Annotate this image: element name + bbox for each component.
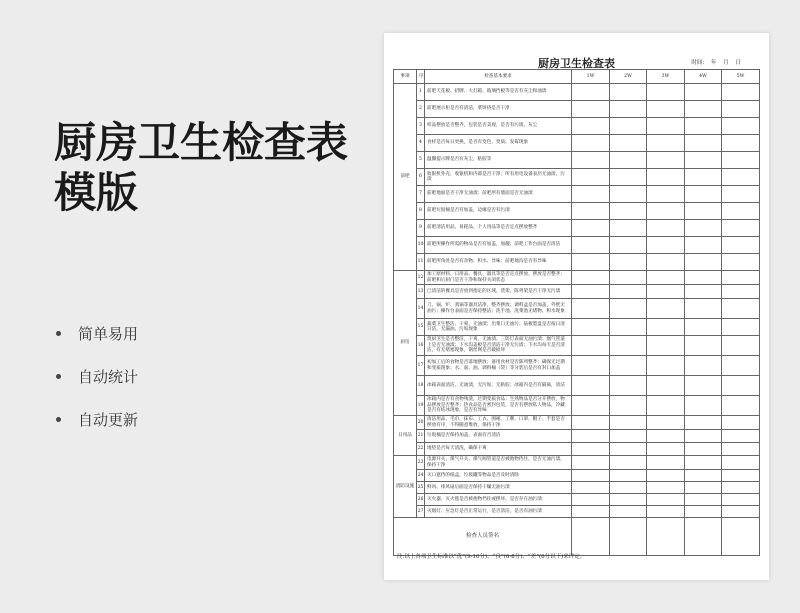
- table-row: [394, 135, 760, 152]
- score-cell[interactable]: [647, 118, 685, 135]
- signature-cell[interactable]: [610, 518, 647, 556]
- score-cell[interactable]: [610, 186, 647, 203]
- score-cell[interactable]: [722, 336, 760, 356]
- category-cell: 消防设施: [394, 456, 417, 518]
- score-cell[interactable]: [610, 203, 647, 220]
- score-cell[interactable]: [685, 336, 722, 356]
- header-week: 5W: [722, 70, 760, 84]
- score-cell[interactable]: [722, 470, 760, 482]
- table-body: [394, 84, 760, 556]
- table-row: [394, 237, 760, 254]
- feature-label: 自动更新: [78, 411, 139, 429]
- score-cell[interactable]: [572, 494, 610, 506]
- table-row: [394, 456, 760, 470]
- requirement-cell: 刀、锅、炉、蒸锅等器具洁净，整齐摆放；调料盒是否加盖，外壁无油污；操作台表面是否保持整洁；洗手池、洗菜池无堵物、积水现象: [425, 299, 572, 319]
- score-cell[interactable]: [572, 319, 610, 336]
- score-cell[interactable]: [685, 482, 722, 494]
- score-cell[interactable]: [685, 203, 722, 220]
- score-cell[interactable]: [572, 430, 610, 443]
- score-cell[interactable]: [647, 416, 685, 430]
- score-cell[interactable]: [647, 220, 685, 237]
- table-row: [394, 285, 760, 299]
- score-cell[interactable]: [610, 152, 647, 169]
- seq-cell: 7: [417, 186, 425, 203]
- score-cell[interactable]: [722, 271, 760, 285]
- header-week: 2W: [610, 70, 647, 84]
- seq-cell: 27: [417, 506, 425, 518]
- score-cell[interactable]: [647, 299, 685, 319]
- table-row: [394, 169, 760, 186]
- score-cell[interactable]: [685, 135, 722, 152]
- checklist-sheet: [384, 33, 769, 580]
- table-row: [394, 443, 760, 456]
- table-row: [394, 494, 760, 506]
- score-cell[interactable]: [685, 271, 722, 285]
- requirement-cell: 加工原材料、日用品、餐具、器具等是否定点摆放，摆放是否整齐；前吧和后厨门是否干净和保持关闭状态: [425, 271, 572, 285]
- score-cell[interactable]: [572, 169, 610, 186]
- requirement-cell: 初加工后的食物是否落地摆放；备用食材是否陈列整齐；确保无过期和变质现象；水、面、油、调料桶（袋）等分装后是否有封口加盖: [425, 356, 572, 376]
- score-cell[interactable]: [685, 299, 722, 319]
- table-row: [394, 356, 760, 376]
- score-cell[interactable]: [610, 376, 647, 396]
- seq-cell: 21: [417, 430, 425, 443]
- bullet-icon: [56, 374, 61, 379]
- category-cell: 前吧: [394, 84, 417, 271]
- signature-cell[interactable]: [685, 518, 722, 556]
- score-cell[interactable]: [647, 376, 685, 396]
- score-cell[interactable]: [572, 506, 610, 518]
- score-cell[interactable]: [722, 443, 760, 456]
- seq-cell: 15: [417, 319, 425, 336]
- score-cell[interactable]: [722, 254, 760, 271]
- promo-title: [54, 118, 364, 218]
- score-cell[interactable]: [722, 135, 760, 152]
- score-cell[interactable]: [722, 416, 760, 430]
- score-cell[interactable]: [610, 443, 647, 456]
- score-cell[interactable]: [610, 416, 647, 430]
- requirement-cell: 电源开关、煤气开关、煤气阀管道是否被他物挡住，是否无油污渍，保持干净: [425, 456, 572, 470]
- time-label: 时间: 年 月 日: [691, 60, 741, 66]
- score-cell[interactable]: [722, 319, 760, 336]
- score-cell[interactable]: [610, 220, 647, 237]
- score-cell[interactable]: [685, 101, 722, 118]
- feature-label: 简单易用: [78, 325, 139, 343]
- score-cell[interactable]: [610, 169, 647, 186]
- requirement-cell: 地垫是否每天清洗，确保干爽: [425, 443, 572, 456]
- table-row: [394, 101, 760, 118]
- score-cell[interactable]: [610, 118, 647, 135]
- signature-cell[interactable]: [722, 518, 760, 556]
- bullet-icon: [56, 331, 61, 336]
- score-cell[interactable]: [647, 101, 685, 118]
- table-row: [394, 118, 760, 135]
- score-cell[interactable]: [722, 494, 760, 506]
- score-cell[interactable]: [685, 169, 722, 186]
- score-cell[interactable]: [610, 396, 647, 416]
- table-row: [394, 470, 760, 482]
- table-row: [394, 506, 760, 518]
- table-row: [394, 152, 760, 169]
- seq-cell: 5: [417, 152, 425, 169]
- signature-label: 检查人员签名: [394, 518, 572, 556]
- requirement-cell: 蔬菜卫生整洁、干爽、无油渍；出菜口无油污；砧板墨盘是否按日清日洁，无漏油、污垢现象: [425, 319, 572, 336]
- score-cell[interactable]: [722, 101, 760, 118]
- bullet-icon: [56, 417, 61, 422]
- score-cell[interactable]: [610, 101, 647, 118]
- requirement-cell: 前吧天花板、招牌、大灯箱、玻璃挡板等是否有灰尘和油渍: [425, 84, 572, 101]
- score-cell[interactable]: [647, 84, 685, 101]
- seq-cell: 14: [417, 299, 425, 319]
- category-cell: 日用品: [394, 416, 417, 456]
- feature-item: [56, 312, 138, 355]
- requirement-cell: 前吧垃圾桶是否有加盖，边缘是否有污渍: [425, 203, 572, 220]
- table-row: [394, 416, 760, 430]
- table-row: [394, 186, 760, 203]
- signature-cell[interactable]: [647, 518, 685, 556]
- score-cell[interactable]: [722, 456, 760, 470]
- score-cell[interactable]: [685, 237, 722, 254]
- score-cell[interactable]: [572, 456, 610, 470]
- score-cell[interactable]: [647, 135, 685, 152]
- score-cell[interactable]: [722, 299, 760, 319]
- signature-row: [394, 518, 760, 556]
- score-cell[interactable]: [722, 118, 760, 135]
- requirement-cell: 灭口遮挡的纸盒，垃圾罐等物品是否及时清除: [425, 470, 572, 482]
- seq-cell: 12: [417, 271, 425, 285]
- score-cell[interactable]: [647, 336, 685, 356]
- table-row: [394, 376, 760, 396]
- score-cell[interactable]: [572, 396, 610, 416]
- score-cell[interactable]: [685, 186, 722, 203]
- table-row: [394, 254, 760, 271]
- score-cell[interactable]: [647, 237, 685, 254]
- seq-cell: 24: [417, 470, 425, 482]
- header-seq: 序: [417, 70, 425, 84]
- score-cell[interactable]: [685, 118, 722, 135]
- table-row: [394, 84, 760, 101]
- score-cell[interactable]: [722, 84, 760, 101]
- score-cell[interactable]: [610, 285, 647, 299]
- header-requirement: 检查基本要求: [425, 70, 572, 84]
- score-cell[interactable]: [722, 430, 760, 443]
- seq-cell: 8: [417, 203, 425, 220]
- sheet-title: 厨房卫生检查表: [538, 57, 615, 70]
- score-cell[interactable]: [610, 336, 647, 356]
- requirement-cell: 收银机外壳、收银机和内部是否干净；所有用电设备表层无油渍、污渍: [425, 169, 572, 186]
- seq-cell: 19: [417, 396, 425, 416]
- score-cell[interactable]: [647, 152, 685, 169]
- score-cell[interactable]: [572, 186, 610, 203]
- score-cell[interactable]: [610, 271, 647, 285]
- table-row: [394, 203, 760, 220]
- seq-cell: 22: [417, 443, 425, 456]
- score-cell[interactable]: [572, 336, 610, 356]
- score-cell[interactable]: [685, 456, 722, 470]
- table-row: [394, 271, 760, 285]
- score-cell[interactable]: [572, 220, 610, 237]
- score-cell[interactable]: [685, 152, 722, 169]
- seq-cell: 6: [417, 169, 425, 186]
- score-cell[interactable]: [572, 470, 610, 482]
- score-cell[interactable]: [722, 203, 760, 220]
- checklist-table: [393, 69, 760, 556]
- table-row: [394, 319, 760, 336]
- score-cell[interactable]: [572, 152, 610, 169]
- score-cell[interactable]: [647, 430, 685, 443]
- grading-note: 注:以上各项卫生标准以“优”(9-10分)、“良”(6-8分)、“差”(6分以下)来评定。: [397, 554, 586, 560]
- score-cell[interactable]: [685, 376, 722, 396]
- table-row: [394, 430, 760, 443]
- feature-list: [56, 312, 138, 441]
- score-cell[interactable]: [572, 203, 610, 220]
- score-cell[interactable]: [610, 430, 647, 443]
- score-cell[interactable]: [685, 470, 722, 482]
- seq-cell: 2: [417, 101, 425, 118]
- score-cell[interactable]: [572, 237, 610, 254]
- score-cell[interactable]: [647, 186, 685, 203]
- seq-cell: 18: [417, 376, 425, 396]
- score-cell[interactable]: [647, 285, 685, 299]
- score-cell[interactable]: [647, 271, 685, 285]
- score-cell[interactable]: [610, 299, 647, 319]
- score-cell[interactable]: [722, 396, 760, 416]
- score-cell[interactable]: [685, 220, 722, 237]
- header-week: 4W: [685, 70, 722, 84]
- requirement-cell: 垃圾桶是否保持加盖，表面有否清洁: [425, 430, 572, 443]
- score-cell[interactable]: [647, 456, 685, 470]
- score-cell[interactable]: [685, 416, 722, 430]
- score-cell[interactable]: [647, 254, 685, 271]
- score-cell[interactable]: [610, 356, 647, 376]
- score-cell[interactable]: [685, 430, 722, 443]
- requirement-cell: 灭烟灯、应急灯是否正常运行，是否清洁，是否有油污渍: [425, 506, 572, 518]
- seq-cell: 25: [417, 482, 425, 494]
- score-cell[interactable]: [722, 220, 760, 237]
- score-cell[interactable]: [685, 285, 722, 299]
- score-cell[interactable]: [572, 285, 610, 299]
- score-cell[interactable]: [722, 186, 760, 203]
- score-cell[interactable]: [722, 237, 760, 254]
- score-cell[interactable]: [610, 84, 647, 101]
- requirement-cell: 冰箱表面清洁，无油渍，无污垢，无粘胶；冰箱内是否有隔离，清洁: [425, 376, 572, 396]
- score-cell[interactable]: [572, 118, 610, 135]
- requirement-cell: 冰箱内是否有食物残渣，过期变质食品；生熟物品是否分开摆放，物品摆放是否整齐；热食品是否密封包装，是否有摆放私人物品，冷藏是否有结冰现象，是否有异味: [425, 396, 572, 416]
- requirement-cell: 鲜风、排风扇后面是否保持干燥无油污渍: [425, 482, 572, 494]
- seq-cell: 4: [417, 135, 425, 152]
- promo-title-line1: 厨房卫生检查表: [54, 118, 349, 167]
- score-cell[interactable]: [685, 356, 722, 376]
- score-cell[interactable]: [572, 443, 610, 456]
- score-cell[interactable]: [572, 299, 610, 319]
- score-cell[interactable]: [685, 319, 722, 336]
- score-cell[interactable]: [647, 443, 685, 456]
- score-cell[interactable]: [610, 482, 647, 494]
- score-cell[interactable]: [610, 319, 647, 336]
- seq-cell: 23: [417, 456, 425, 470]
- score-cell[interactable]: [722, 169, 760, 186]
- header-week: 1W: [572, 70, 610, 84]
- feature-item: [56, 398, 138, 441]
- feature-label: 自动统计: [78, 368, 139, 386]
- requirement-cell: 烧厨卫生是否整洁，干爽，无油渍；三防灯表面无油污渍；烟气管道上是否无油渍；下水沟盖板是否清洁干净无污渍；下水沟每天是否清洁，有无堵塞现象，钢丝网是否破损坏: [425, 336, 572, 356]
- score-cell[interactable]: [722, 356, 760, 376]
- requirement-cell: 前吧地面是否干净无油渍；前吧所有墙面是否无油渍: [425, 186, 572, 203]
- seq-cell: 17: [417, 356, 425, 376]
- requirement-cell: 前吧展示柜是否有清洁，菜饼挤是否干净: [425, 101, 572, 118]
- score-cell[interactable]: [572, 416, 610, 430]
- score-cell[interactable]: [647, 396, 685, 416]
- score-cell[interactable]: [610, 494, 647, 506]
- score-cell[interactable]: [647, 482, 685, 494]
- score-cell[interactable]: [610, 470, 647, 482]
- table-row: [394, 299, 760, 319]
- score-cell[interactable]: [647, 319, 685, 336]
- seq-cell: 13: [417, 285, 425, 299]
- seq-cell: 26: [417, 494, 425, 506]
- seq-cell: 11: [417, 254, 425, 271]
- requirement-cell: 温馨提示牌是否有灰尘，粘胶等: [425, 152, 572, 169]
- seq-cell: 20: [417, 416, 425, 430]
- score-cell[interactable]: [572, 356, 610, 376]
- score-cell[interactable]: [610, 254, 647, 271]
- score-cell[interactable]: [572, 482, 610, 494]
- seq-cell: 3: [417, 118, 425, 135]
- score-cell[interactable]: [722, 506, 760, 518]
- seq-cell: 1: [417, 84, 425, 101]
- header-week: 3W: [647, 70, 685, 84]
- score-cell[interactable]: [722, 376, 760, 396]
- score-cell[interactable]: [610, 135, 647, 152]
- requirement-cell: 前吧清洁用品、易耗品、个人用品等是否定点摆放整齐: [425, 220, 572, 237]
- category-cell: 厨房: [394, 271, 417, 416]
- score-cell[interactable]: [685, 494, 722, 506]
- requirement-cell: 前吧所操作所需的物品是否有加盖，加靓；前吧工作台面是否清洁: [425, 237, 572, 254]
- requirement-cell: 灭火器、灭火毯是否被他物挡住或摆坏，是否存在油污渍: [425, 494, 572, 506]
- requirement-cell: 已清洁的餐具是否放到指定的区域，货架、陈列架是否干净无污渍: [425, 285, 572, 299]
- requirement-cell: 样品摆放是否整齐，包装是否美观，是否有污渍、灰尘: [425, 118, 572, 135]
- table-row: [394, 336, 760, 356]
- score-cell[interactable]: [647, 356, 685, 376]
- score-cell[interactable]: [572, 254, 610, 271]
- signature-cell[interactable]: [572, 518, 610, 556]
- score-cell[interactable]: [610, 506, 647, 518]
- score-cell[interactable]: [722, 285, 760, 299]
- score-cell[interactable]: [647, 169, 685, 186]
- score-cell[interactable]: [685, 254, 722, 271]
- score-cell[interactable]: [572, 84, 610, 101]
- score-cell[interactable]: [722, 482, 760, 494]
- score-cell[interactable]: [685, 443, 722, 456]
- score-cell[interactable]: [572, 101, 610, 118]
- table-row: [394, 482, 760, 494]
- score-cell[interactable]: [572, 376, 610, 396]
- seq-cell: 16: [417, 336, 425, 356]
- score-cell[interactable]: [647, 506, 685, 518]
- requirement-cell: 前吧所角处是否有杂物、积水、异味；前吧地沟是否有异味: [425, 254, 572, 271]
- score-cell[interactable]: [647, 494, 685, 506]
- score-cell[interactable]: [685, 396, 722, 416]
- seq-cell: 10: [417, 237, 425, 254]
- score-cell[interactable]: [685, 84, 722, 101]
- score-cell[interactable]: [685, 506, 722, 518]
- score-cell[interactable]: [610, 456, 647, 470]
- header-row: [394, 70, 760, 84]
- score-cell[interactable]: [647, 470, 685, 482]
- header-category: 事项: [394, 70, 417, 84]
- table-row: [394, 396, 760, 416]
- requirement-cell: 清洁用品、毛巾、抹布、工衣、围裙、工牌、口罩、帽子、手套是否摆放有序，不得随意堆放，保持干净: [425, 416, 572, 430]
- promo-title-line2: 模版: [54, 168, 139, 217]
- table-row: [394, 220, 760, 237]
- seq-cell: 9: [417, 220, 425, 237]
- score-cell[interactable]: [572, 135, 610, 152]
- score-cell[interactable]: [610, 237, 647, 254]
- score-cell[interactable]: [722, 152, 760, 169]
- score-cell[interactable]: [572, 271, 610, 285]
- score-cell[interactable]: [647, 203, 685, 220]
- requirement-cell: 食样是否每日更换，是否有变色、变质、发霉现象: [425, 135, 572, 152]
- feature-item: [56, 355, 138, 398]
